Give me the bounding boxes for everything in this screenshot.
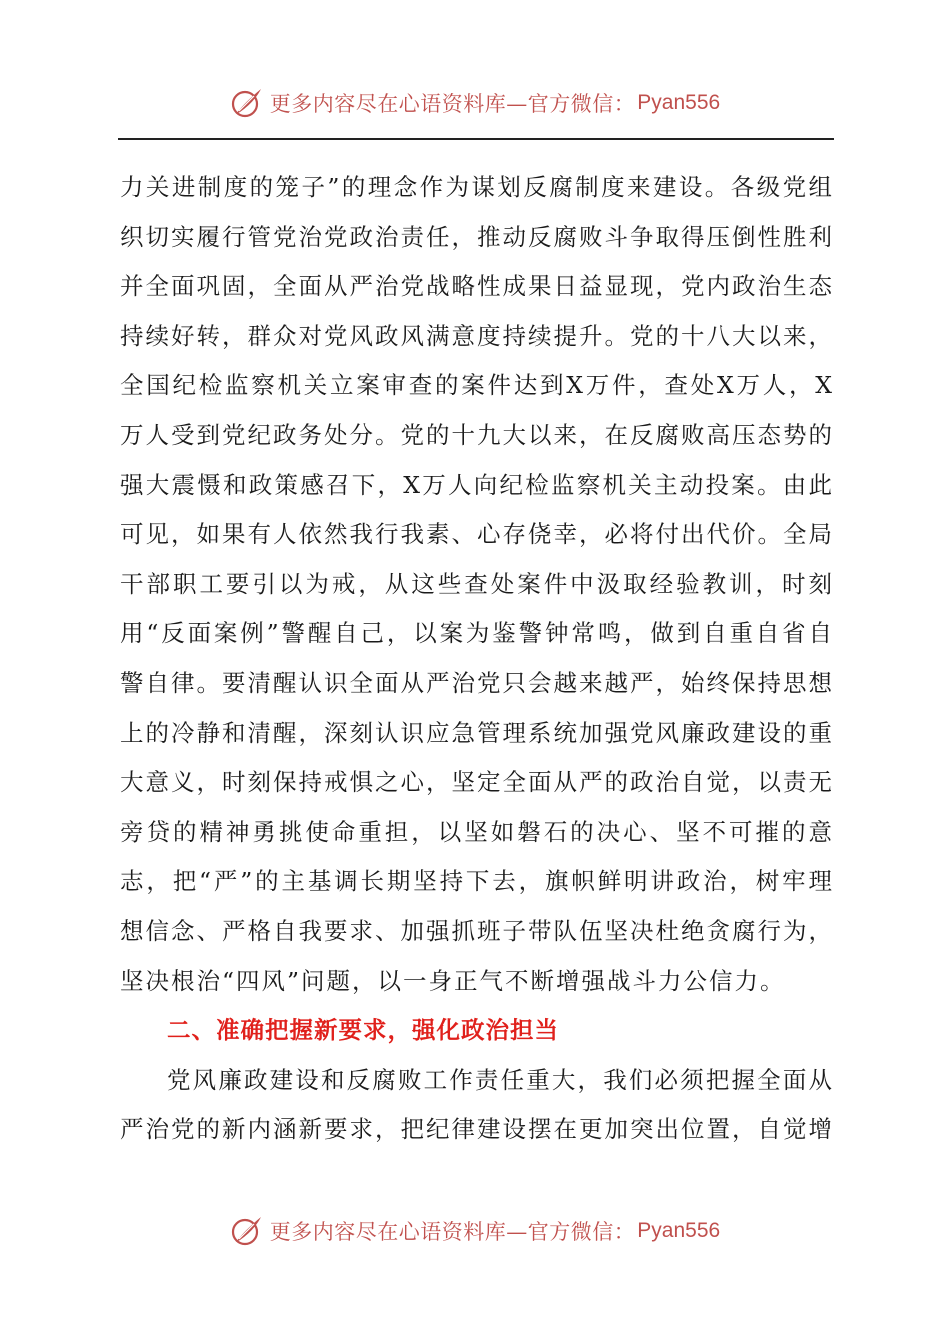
banner-text: 更多内容尽在心语资料库—官方微信：	[269, 1220, 636, 1244]
wechat-id: Pyan556	[637, 91, 721, 114]
header-divider	[118, 138, 834, 140]
banner-text: 更多内容尽在心语资料库—官方微信：	[269, 92, 636, 116]
footer-banner	[0, 1211, 950, 1251]
section-heading: 二、准确把握新要求，强化政治担当	[167, 1016, 559, 1045]
document-body	[120, 163, 834, 1155]
quill-pen-logo-icon	[230, 86, 264, 120]
wechat-id: Pyan556	[637, 1219, 721, 1242]
body-paragraph: 党风廉政建设和反腐败工作责任重大，我们必须把握全面从严治党的新内涵新要求，把纪律建设摆在更加突出位置，自觉增	[120, 1065, 834, 1144]
body-paragraph: 力关进制度的笼子”的理念作为谋划反腐制度来建设。各级党组织切实履行管党治党政治责任，推动反腐败斗争取得压倒性胜利并全面巩固，全面从严治党战略性成果日益显现，党内政治生态持续好转，群众对党风政风满意度持续提升。党的十八大以来，全国纪检监察机关立案审查的案件达到X万件，查处X万人，X万人受到党纪政务处分。党的十九大以来，在反腐败高压态势的强大震慑和政策感召下，X万人向纪检监察机关主动投案。由此可见，如果有人依然我行我素、心存侥幸，必将付出代价。全局干部职工要引以为戒，从这些查处案件中汲取经验教训，时刻用“反面案例”警醒自己，以案为鉴警钟常鸣，做到自重自省自警自律。要清醒认识全面从严治党只会越来越严，始终保持思想上的冷静和清醒，深刻认识应急管理系统加强党风廉政建设的重大意义，时刻保持戒惧之心，坚定全面从严的政治自觉，以责无旁贷的精神勇挑使命重担，以坚如磐石的决心、坚不可摧的意志，把“严”的主基调长期坚持下去，旗帜鲜明讲政治，树牢理想信念、严格自我要求、加强抓班子带队伍坚决杜绝贪腐行为，坚决根治“四风”问题，以一身正气不断增强战斗力公信力。	[120, 173, 834, 995]
quill-pen-logo-icon	[230, 1214, 264, 1248]
header-banner	[0, 83, 950, 123]
